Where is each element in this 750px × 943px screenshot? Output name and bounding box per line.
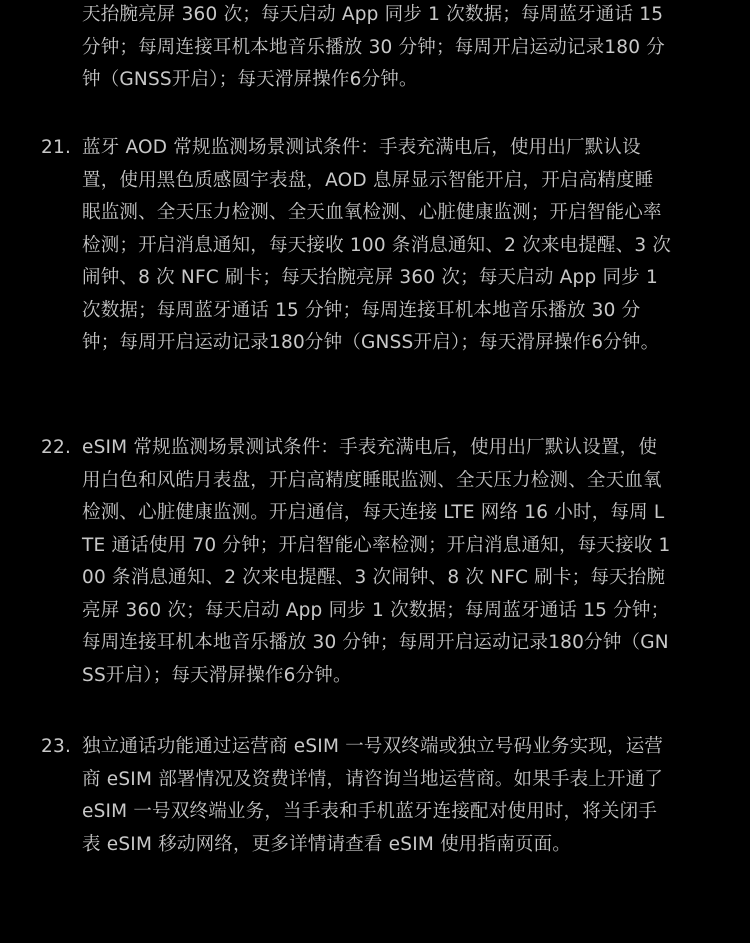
footnote-number: 21. <box>41 137 72 158</box>
footnote-text: 蓝牙 AOD 常规监测场景测试条件：手表充满电后，使用出厂默认设置，使用黑色质感圆宇表盘，AOD 息屏显示智能开启，开启高精度睡眠监测、全天压力检测、全天血氧检测、心脏健康监测；开启智能心率检测；开启消息通知，每天接收 100 条消息通知、2 次来电提醒、3 次闹钟、8 次 NFC 刷卡；每天抬腕亮屏 360 次；每天启动 App 同步 1 次数据；每周蓝牙通话 15 分钟；每周连接耳机本地音乐播放 30 分钟；每周开启运动记录180分钟（GNSS开启）；每天滑屏操作6分钟。 <box>82 137 672 353</box>
previous-note-continuation: 天抬腕亮屏 360 次；每天启动 App 同步 1 次数据；每周蓝牙通话 15 分钟；每周连接耳机本地音乐播放 30 分钟；每周开启运动记录180 分钟（GNSS开启）；每天滑屏操作6分钟。 <box>82 4 665 90</box>
footnote-text: eSIM 常规监测场景测试条件：手表充满电后，使用出厂默认设置，使用白色和风皓月表盘，开启高精度睡眠监测、全天压力检测、全天血氧检测、心脏健康监测。开启通信，每天连接 LTE 网络 16 小时，每周 LTE 通话使用 70 分钟；开启智能心率检测；开启消息通知，每天接收 100 条消息通知、2 次来电提醒、3 次闹钟、8 次 NFC 刷卡；每天抬腕亮屏 360 次；每天启动 App 同步 1 次数据；每周蓝牙通话 15 分钟；每周连接耳机本地音乐播放 30 分钟；每周开启运动记录180分钟（GNSS开启）；每天滑屏操作6分钟。 <box>82 437 671 686</box>
footnote-number: 22. <box>41 437 72 458</box>
footnote-number: 23. <box>41 736 72 757</box>
footnote-text: 独立通话功能通过运营商 eSIM 一号双终端或独立号码业务实现，运营商 eSIM 部署情况及资费详情，请咨询当地运营商。如果手表上开通了 eSIM 一号双终端业务，当手表和手机蓝牙连接配对使用时，将关闭手表 eSIM 移动网络，更多详情请查看 eSIM 使用指南页面。 <box>82 736 664 855</box>
